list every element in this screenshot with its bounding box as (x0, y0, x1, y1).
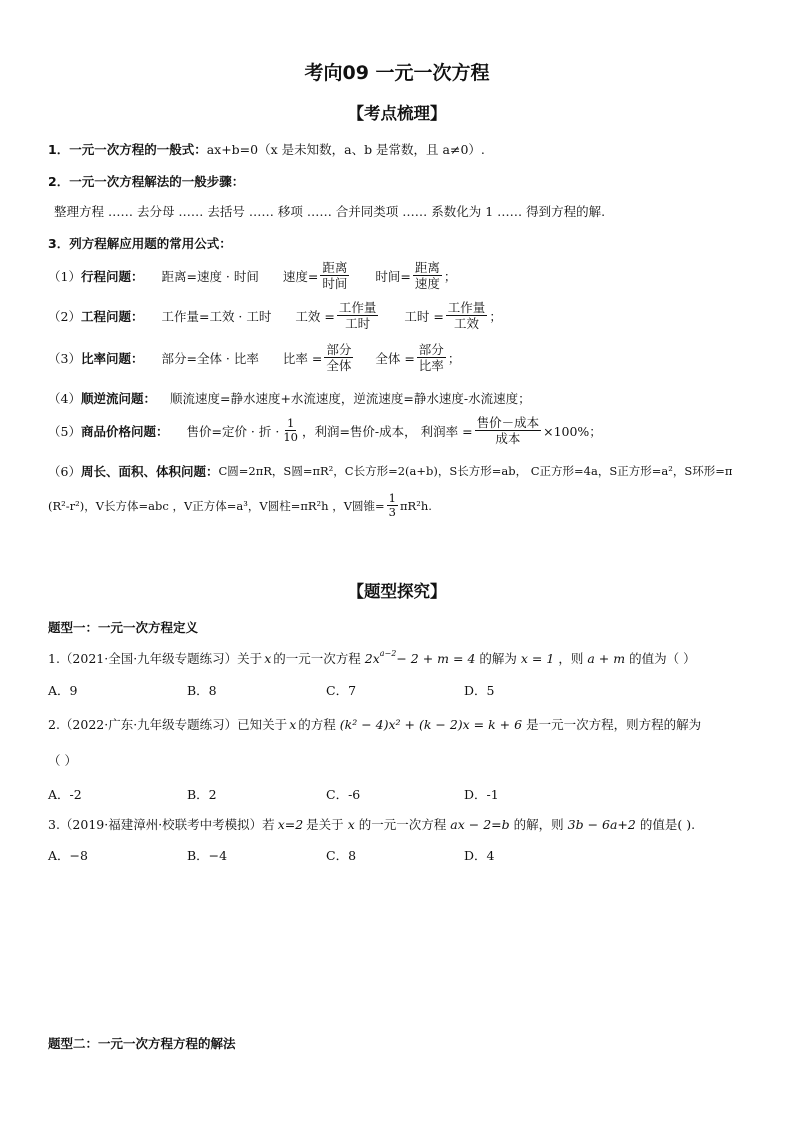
formula-equation: 距离=速度 · 时间 (161, 268, 259, 284)
question-text: 1.（2021·全国·九年级专题练习）关于 (48, 651, 263, 666)
math-eq: 2x (364, 650, 380, 666)
fraction-profit-rate (475, 415, 542, 446)
question-1-options (48, 681, 568, 697)
math-sol: x = 1 (520, 650, 555, 666)
formula-geometry (48, 462, 732, 480)
fraction-denominator: 工时 (345, 316, 371, 331)
formula-text: (R²-r²)，V长方体=abc ，V正方体=a³，V圆柱=πR²h ，V圆锥= (48, 498, 385, 513)
fraction-discount (281, 417, 300, 444)
fraction-time (413, 260, 442, 291)
question-text: 的值是( ). (639, 817, 696, 832)
formula-equation: 部分=全体 · 比率 (161, 350, 259, 366)
section-heading-summary: 【考点梳理】 (347, 104, 447, 123)
fraction-denominator: 速度 (414, 276, 440, 291)
math-expr: a + m (587, 650, 626, 666)
point-2 (48, 172, 244, 190)
math-eq: − 2 + m = 4 (396, 650, 476, 666)
question-text: 的解，则 (513, 817, 564, 832)
point-2-label: 2．一元一次方程解法的一般步骤： (48, 174, 245, 189)
fraction-whole (417, 342, 446, 373)
fraction-one-third (387, 492, 398, 519)
fraction-numerator: 1 (388, 491, 396, 505)
option-b[interactable]: B．2 (187, 787, 217, 802)
fraction-numerator: 工作量 (447, 300, 486, 315)
question-text: 的一元一次方程 (273, 651, 361, 666)
formula-prefix: 比率 = (282, 350, 323, 366)
fraction-numerator: 距离 (414, 260, 440, 275)
fraction-numerator: 工作量 (338, 300, 377, 315)
option-a[interactable]: A．-2 (48, 787, 82, 802)
formula-number: （6） (48, 464, 81, 479)
fraction-denominator: 成本 (495, 431, 521, 446)
formula-name: 周长、面积、体积问题： (80, 464, 219, 479)
question-2-answer-paren: （ ） (48, 753, 77, 768)
fraction-numerator: 部分 (326, 342, 352, 357)
fraction-denominator: 全体 (326, 358, 352, 373)
fraction-hours (446, 300, 488, 331)
formula-stream (48, 389, 531, 407)
fraction-numerator: 部分 (418, 342, 444, 357)
formula-equation: 工作量=工效 · 工时 (161, 308, 272, 324)
formula-prefix: 时间= (375, 268, 411, 284)
question-text: 是关于 (306, 817, 344, 832)
option-a[interactable]: A．9 (48, 683, 78, 698)
formula-name: 商品价格问题： (80, 423, 169, 439)
formula-text: C圆=2πR，S圆=πR²，C长方形=2(a+b)，S长方形=ab， C正方形=4a，S正方形=a²，S环形=π (218, 464, 733, 478)
formula-name: 行程问题： (80, 268, 144, 284)
formula-prefix: 工效 = (295, 308, 335, 324)
fraction-rate (324, 342, 353, 373)
formula-end: ； (443, 268, 457, 284)
option-a[interactable]: A．−8 (48, 848, 88, 863)
math-sup: a−2 (379, 648, 397, 658)
point-1-text: ax+b=0（x 是未知数，a、b 是常数，且 a≠0）. (206, 142, 485, 157)
math-cond: x=2 (277, 816, 304, 832)
option-b[interactable]: B．8 (187, 683, 217, 698)
formula-text: ，利润=售价-成本， 利润率 = (301, 423, 473, 439)
question-2 (48, 715, 701, 733)
formula-name: 工程问题： (80, 308, 144, 324)
question-text: 的值为（ ） (629, 651, 696, 666)
formula-name: 顺逆流问题： (80, 391, 156, 406)
type-2-heading: 题型二：一元一次方程方程的解法 (48, 1036, 236, 1051)
formula-end: ； (489, 308, 502, 324)
math-var: x (264, 650, 272, 666)
formula-prefix: 速度= (282, 268, 319, 284)
fraction-efficiency (337, 300, 379, 331)
formula-text: 顺流速度=静水速度+水流速度，逆流速度=静水速度-水流速度； (169, 391, 531, 406)
point-3 (48, 234, 232, 252)
fraction-denominator: 3 (388, 505, 396, 519)
page-title: 考向09 一元一次方程 (304, 62, 490, 84)
section-heading-explore: 【题型探究】 (347, 582, 447, 601)
question-text: ，则 (558, 651, 584, 666)
formula-name: 比率问题： (80, 350, 144, 366)
type-1-heading: 题型一：一元一次方程定义 (48, 620, 199, 635)
question-text: 是一元一次方程，则方程的解为 (526, 717, 702, 732)
formula-end: ×100%； (543, 423, 602, 439)
fraction-numerator: 售价－成本 (476, 415, 540, 430)
math-eq: (k² − 4)x² + (k − 2)x = k + 6 (339, 716, 523, 732)
question-text: 的方程 (298, 717, 336, 732)
question-text: 的一元一次方程 (358, 817, 447, 832)
math-expr: 3b − 6a+2 (567, 816, 636, 832)
question-2-options (48, 785, 568, 801)
fraction-denominator: 比率 (418, 358, 444, 373)
formula-number: （2） (48, 308, 81, 324)
formula-number: （3） (48, 350, 81, 366)
option-d[interactable]: D．4 (464, 848, 495, 863)
math-var: x (289, 716, 297, 732)
option-c[interactable]: C．7 (326, 683, 357, 698)
formula-price (48, 415, 602, 446)
solving-steps: 整理方程 …… 去分母 …… 去括号 …… 移项 …… 合并同类项 …… 系数化为 1 …… 得到方程的解. (54, 204, 606, 219)
formula-prefix: 全体 = (375, 350, 415, 366)
formula-text: πR²h. (400, 498, 432, 513)
formula-end: ； (447, 350, 461, 366)
formula-travel (48, 260, 456, 291)
question-text: 2.（2022·广东·九年级专题练习）已知关于 (48, 717, 288, 732)
option-d[interactable]: D．-1 (464, 787, 499, 802)
option-b[interactable]: B．−4 (187, 848, 228, 863)
question-1 (48, 649, 696, 667)
option-c[interactable]: C．-6 (326, 787, 361, 802)
formula-geometry-cont (48, 492, 432, 519)
point-1 (48, 140, 485, 158)
fraction-numerator: 距离 (322, 260, 348, 275)
formula-work (48, 300, 502, 331)
math-eq: ax − 2=b (450, 816, 510, 832)
point-3-label: 3．列方程解应用题的常用公式： (48, 236, 232, 251)
formula-ratio (48, 342, 460, 373)
math-var: x (347, 816, 355, 832)
fraction-numerator: 1 (286, 416, 295, 430)
option-d[interactable]: D．5 (464, 683, 495, 698)
option-c[interactable]: C．8 (326, 848, 357, 863)
formula-prefix: 售价=定价 · 折 · (186, 423, 280, 439)
point-1-label: 1．一元一次方程的一般式： (48, 142, 207, 157)
fraction-denominator: 工效 (454, 316, 480, 331)
question-3 (48, 815, 695, 833)
formula-number: （5） (48, 423, 81, 439)
question-3-options (48, 846, 568, 862)
fraction-speed (320, 260, 349, 291)
formula-number: （1） (48, 268, 81, 284)
question-text: 的解为 (479, 651, 517, 666)
fraction-denominator: 时间 (322, 276, 348, 291)
question-text: 3.（2019·福建漳州·校联考中考模拟）若 (48, 817, 275, 832)
formula-prefix: 工时 = (404, 308, 444, 324)
formula-number: （4） (48, 391, 81, 406)
fraction-denominator: 10 (283, 430, 298, 444)
